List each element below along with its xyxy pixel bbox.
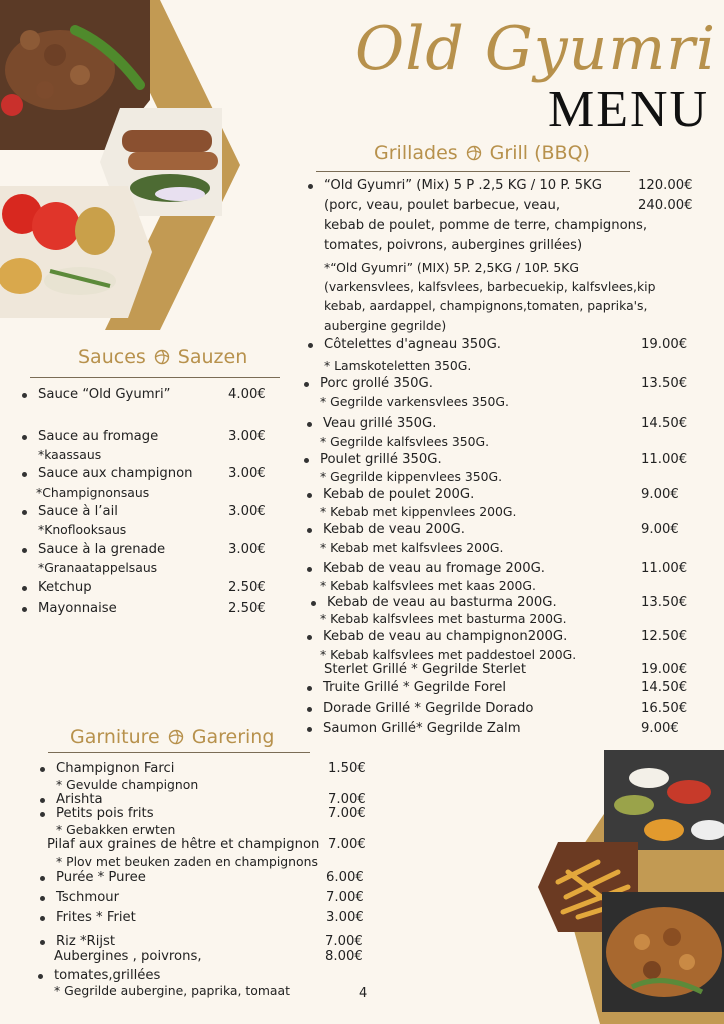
bullet-icon (307, 727, 312, 732)
garnish-divider (48, 752, 310, 753)
bullet-icon (40, 940, 45, 945)
grill-title-right: Grill (BBQ) (489, 142, 590, 164)
bullet-icon (22, 548, 27, 553)
garnish-item-price: 1.50€ (328, 761, 366, 776)
grill-item-price: 14.50€ (641, 680, 688, 695)
sauces-item-text: Sauce “Old Gyumri” (38, 387, 171, 402)
grill-item-price: 13.50€ (641, 376, 688, 391)
bullet-icon (304, 382, 309, 387)
bullet-icon (40, 896, 45, 901)
page-number: 4 (359, 986, 368, 1001)
grill-item-price: 19.00€ (641, 337, 688, 352)
swirl-icon (154, 349, 170, 365)
grill-item-text: (varkensvlees, kalfsvlees, barbecuekip, kalfsvlees,kip (324, 279, 656, 294)
bullet-icon (304, 458, 309, 463)
grill-item-text: *“Old Gyumri” (MIX) 5P. 2,5KG / 10P. 5KG (324, 260, 579, 275)
grill-item-text: aubergine gegrilde) (324, 318, 447, 333)
grill-item-text: Kebab de veau 200G. (323, 522, 465, 537)
sauces-title-right: Sauzen (177, 346, 248, 368)
sauces-item-text: *kaassaus (38, 447, 102, 462)
bullet-icon (22, 393, 27, 398)
grill-item-text: Kebab de veau au fromage 200G. (323, 561, 546, 576)
grill-item-text: kebab de poulet, pomme de terre, champignons, (324, 218, 648, 233)
grill-item-price: 11.00€ (641, 452, 688, 467)
grill-item-text: * Kebab kalfsvlees met basturma 200G. (320, 611, 567, 626)
menu-title: MENU (548, 81, 710, 138)
sauces-section-title (78, 346, 247, 368)
grill-item-text: Dorade Grillé * Gegrilde Dorado (323, 701, 534, 716)
sauces-item-text: Ketchup (38, 580, 92, 595)
garnish-item-text: Purée * Puree (56, 870, 146, 885)
swirl-icon (466, 145, 482, 161)
swirl-icon (168, 729, 184, 745)
bullet-icon (308, 343, 313, 348)
bullet-icon (40, 812, 45, 817)
sauces-item-price: 3.00€ (228, 542, 266, 557)
grill-item-text: Sterlet Grillé * Gegrilde Sterlet (324, 662, 527, 677)
garnish-item-text: Arishta (56, 792, 103, 807)
sauces-item-price: 3.00€ (228, 466, 266, 481)
grill-item-price: 9.00€ (641, 522, 679, 537)
grill-item-text: Kebab de veau au basturma 200G. (327, 595, 557, 610)
garnish-item-price: 8.00€ (325, 949, 363, 964)
sauces-item-text: Sauce à la grenade (38, 542, 166, 557)
vegetables-photo (0, 186, 152, 318)
grill-item-text: * Kebab kalfsvlees met paddestoel 200G. (320, 647, 577, 662)
sauces-item-text: Sauce à l’ail (38, 504, 118, 519)
grill-item-text: Porc grollé 350G. (320, 376, 433, 391)
garnish-item-text: Riz *Rijst (56, 934, 116, 949)
bullet-icon (307, 707, 312, 712)
garnish-section-title (70, 726, 274, 748)
grill-item-price: 12.50€ (641, 629, 688, 644)
grill-item-text: * Gegrilde varkensvlees 350G. (320, 394, 509, 409)
garnish-item-text: Frites * Friet (56, 910, 136, 925)
grill-item-text: * Gegrilde kalfsvlees 350G. (320, 434, 490, 449)
grill-item-price: 9.00€ (641, 487, 679, 502)
grill-item-price: 16.50€ (641, 701, 688, 716)
bullet-icon (22, 435, 27, 440)
sauces-item-price: 2.50€ (228, 601, 266, 616)
bullet-icon (22, 510, 27, 515)
sauces-item-text: Sauce au fromage (38, 429, 159, 444)
grill-item-text: Poulet grillé 350G. (320, 452, 442, 467)
garnish-item-text: tomates,grillées (54, 968, 161, 983)
bullet-icon (307, 567, 312, 572)
garnish-item-text: * Gevulde champignon (56, 777, 199, 792)
grill-item-price: 19.00€ (641, 662, 688, 677)
bullet-icon (40, 767, 45, 772)
grill-section-title (374, 142, 590, 164)
garnish-item-price: 6.00€ (326, 870, 364, 885)
grill-item-text: Truite Grillé * Gegrilde Forel (323, 680, 506, 695)
bullet-icon (308, 184, 313, 189)
bullet-icon (22, 586, 27, 591)
grill-item-text: Veau grillé 350G. (323, 416, 437, 431)
sauces-item-text: Mayonnaise (38, 601, 117, 616)
garnish-item-text: Champignon Farci (56, 761, 175, 776)
bullet-icon (307, 635, 312, 640)
grill-item-text: kebab, aardappel, champignons,tomaten, paprika's, (324, 298, 648, 313)
garnish-item-price: 7.00€ (328, 806, 366, 821)
bullet-icon (40, 916, 45, 921)
grill-item-price: 13.50€ (641, 595, 688, 610)
grill-divider (316, 171, 630, 172)
sauces-divider (30, 377, 280, 378)
grill-item-text: Kebab de poulet 200G. (323, 487, 475, 502)
garnish-item-price: 3.00€ (326, 910, 364, 925)
garnish-item-text: Tschmour (56, 890, 120, 905)
bullet-icon (38, 974, 43, 979)
pilaf-photo (602, 892, 724, 1012)
bullet-icon (40, 876, 45, 881)
grill-item-text: tomates, poivrons, aubergines grillées) (324, 238, 583, 253)
sauces-item-text: *Granaatappelsaus (38, 560, 158, 575)
grill-item-price: 9.00€ (641, 721, 679, 736)
bullet-icon (40, 798, 45, 803)
bullet-icon (307, 686, 312, 691)
grill-item-text: Saumon Grillé* Gegrilde Zalm (323, 721, 521, 736)
bullet-icon (307, 493, 312, 498)
bullet-icon (307, 528, 312, 533)
sauces-item-text: *Champignonsaus (36, 485, 150, 500)
garnish-item-price: 7.00€ (328, 792, 366, 807)
grill-item-text: * Gegrilde kippenvlees 350G. (320, 469, 503, 484)
brand-title: Old Gyumri (355, 14, 717, 84)
sauces-item-price: 2.50€ (228, 580, 266, 595)
sauces-item-price: 3.00€ (228, 504, 266, 519)
sauces-title-left: Sauces (78, 346, 146, 368)
grill-item-text: * Lamskoteletten 350G. (324, 358, 472, 373)
sauces-photo (604, 750, 724, 850)
grill-item-price: 14.50€ (641, 416, 688, 431)
sauces-item-price: 4.00€ (228, 387, 266, 402)
garnish-title-right: Garering (191, 726, 275, 748)
grill-item-text: * Kebab met kalfsvlees 200G. (320, 540, 504, 555)
grill-item-text: Kebab de veau au champignon200G. (323, 629, 568, 644)
garnish-item-price: 7.00€ (325, 934, 363, 949)
garnish-item-text: Aubergines , poivrons, (54, 949, 202, 964)
grill-item-text: “Old Gyumri” (Mix) 5 P .2,5 KG / 10 P. 5KG (324, 178, 602, 193)
bullet-icon (22, 472, 27, 477)
grill-item-price: 11.00€ (641, 561, 688, 576)
grill-title-left: Grillades (374, 142, 458, 164)
grill-item-text: (porc, veau, poulet barbecue, veau, (324, 198, 561, 213)
sauces-item-text: *Knoflooksaus (38, 522, 127, 537)
grill-item-text: * Kebab met kippenvlees 200G. (320, 504, 517, 519)
bullet-icon (307, 422, 312, 427)
bullet-icon (311, 601, 316, 606)
sauces-item-text: Sauce aux champignon (38, 466, 193, 481)
grill-item-text: Côtelettes d'agneau 350G. (324, 337, 501, 352)
garnish-item-price: 7.00€ (326, 890, 364, 905)
garnish-item-text: * Gebakken erwten (56, 822, 176, 837)
sauces-item-price: 3.00€ (228, 429, 266, 444)
grill-item-price: 240.00€ (638, 198, 693, 213)
garnish-title-left: Garniture (70, 726, 160, 748)
garnish-item-text: Petits pois frits (56, 806, 154, 821)
garnish-item-text: * Plov met beuken zaden en champignons (56, 854, 318, 869)
grill-item-price: 120.00€ (638, 178, 693, 193)
garnish-item-price: 7.00€ (328, 837, 366, 852)
garnish-item-text: * Gegrilde aubergine, paprika, tomaat (54, 983, 290, 998)
garnish-item-text: Pilaf aux graines de hêtre et champignon (47, 837, 320, 852)
grill-item-text: * Kebab kalfsvlees met kaas 200G. (320, 578, 536, 593)
bullet-icon (22, 607, 27, 612)
